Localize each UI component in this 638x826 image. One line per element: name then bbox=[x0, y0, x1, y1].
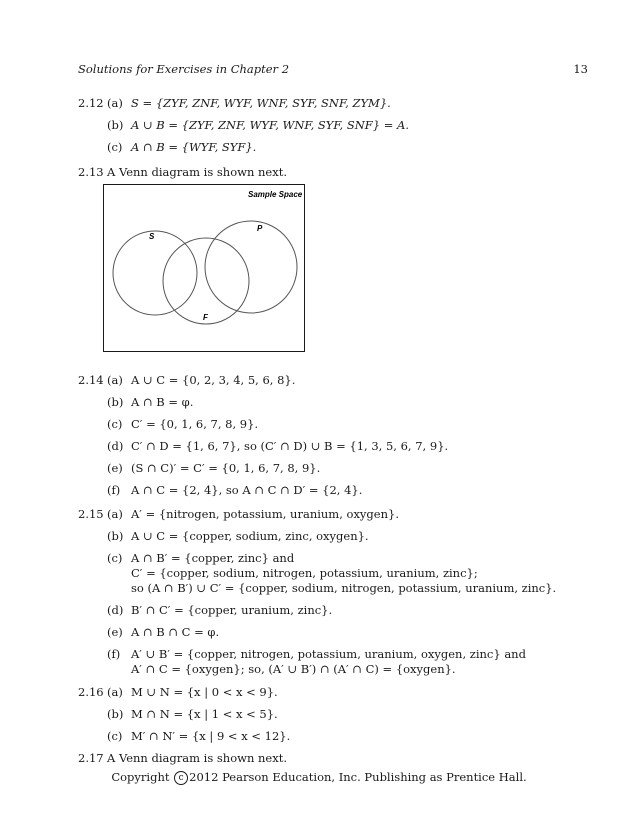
footer-text: 2012 Pearson Education, Inc. Publishing as Prentice Hall. bbox=[189, 770, 527, 784]
footer-copyright-word: Copyright bbox=[111, 770, 170, 784]
item-text: S = {ZYF, ZNF, WYF, WNF, SYF, SNF, ZYM}. bbox=[131, 96, 391, 110]
item-label: (d) bbox=[107, 439, 124, 453]
item-label: (e) bbox=[107, 625, 123, 639]
circle-f bbox=[163, 238, 249, 324]
exercise-number: 2.16 bbox=[78, 685, 104, 699]
exercise-text: A Venn diagram is shown next. bbox=[107, 751, 288, 765]
item-label: (b) bbox=[107, 707, 124, 721]
item-text: A′ = {nitrogen, potassium, uranium, oxygen}. bbox=[131, 507, 399, 521]
label-p: P bbox=[257, 224, 263, 233]
item-text: M ∩ N = {x | 1 < x < 5}. bbox=[131, 707, 278, 721]
page-number: 13 bbox=[573, 62, 588, 76]
item-text: A′ ∪ B′ = {copper, nitrogen, potassium, uranium, oxygen, zinc} and bbox=[131, 647, 526, 661]
item-text: C′ = {copper, sodium, nitrogen, potassium, uranium, zinc}; bbox=[131, 566, 478, 580]
exercise-text: A Venn diagram is shown next. bbox=[107, 165, 288, 179]
item-label: (b) bbox=[107, 529, 124, 543]
item-text: so (A ∩ B′) ∪ C′ = {copper, sodium, nitrogen, potassium, uranium, zinc}. bbox=[131, 581, 557, 595]
sample-space-label: Sample Space bbox=[248, 190, 303, 199]
item-text: A ∪ C = {0, 2, 3, 4, 5, 6, 8}. bbox=[131, 373, 296, 387]
item-text: A ∩ B = {WYF, SYF}. bbox=[131, 140, 257, 154]
item-label: (f) bbox=[107, 483, 121, 497]
page-header bbox=[78, 62, 588, 78]
label-s: S bbox=[149, 232, 155, 241]
running-title: Solutions for Exercises in Chapter 2 bbox=[78, 62, 290, 76]
item-label: (b) bbox=[107, 395, 124, 409]
item-text: A ∩ B′ = {copper, zinc} and bbox=[131, 551, 295, 565]
item-text: A ∩ B = φ. bbox=[131, 395, 194, 409]
item-label: (b) bbox=[107, 118, 124, 132]
item-label: (c) bbox=[107, 140, 123, 154]
label-f: F bbox=[203, 313, 208, 322]
item-label: (f) bbox=[107, 647, 121, 661]
exercise-number: 2.14 bbox=[78, 373, 104, 387]
item-label: (e) bbox=[107, 461, 123, 475]
item-label: (c) bbox=[107, 417, 123, 431]
item-text: C′ ∩ D = {1, 6, 7}, so (C′ ∩ D) ∪ B = {1, 3, 5, 6, 7, 9}. bbox=[131, 439, 449, 453]
item-text: M′ ∩ N′ = {x | 9 < x < 12}. bbox=[131, 729, 291, 743]
item-text: A ∩ B ∩ C = φ. bbox=[131, 625, 220, 639]
exercise-number: 2.17 bbox=[78, 751, 104, 765]
copyright-icon: c bbox=[174, 771, 188, 785]
venn-diagram bbox=[103, 184, 305, 352]
item-label: (d) bbox=[107, 603, 124, 617]
item-text: C′ = {0, 1, 6, 7, 8, 9}. bbox=[131, 417, 259, 431]
item-text: A ∪ B = {ZYF, ZNF, WYF, WNF, SYF, SNF} = A. bbox=[131, 118, 410, 132]
circle-p bbox=[205, 221, 297, 313]
item-text: (S ∩ C)′ = C′ = {0, 1, 6, 7, 8, 9}. bbox=[131, 461, 321, 475]
item-label: (a) bbox=[107, 373, 123, 387]
sample-space-box bbox=[104, 185, 305, 352]
exercise-number: 2.15 bbox=[78, 507, 104, 521]
page-footer bbox=[0, 770, 638, 785]
item-label: (a) bbox=[107, 507, 123, 521]
item-text: A ∪ C = {copper, sodium, zinc, oxygen}. bbox=[131, 529, 369, 543]
item-text: A ∩ C = {2, 4}, so A ∩ C ∩ D′ = {2, 4}. bbox=[131, 483, 363, 497]
item-label: (c) bbox=[107, 729, 123, 743]
item-text: A′ ∩ C = {oxygen}; so, (A′ ∪ B′) ∩ (A′ ∩ C) = {oxygen}. bbox=[131, 662, 456, 676]
item-text: M ∪ N = {x | 0 < x < 9}. bbox=[131, 685, 278, 699]
item-label: (a) bbox=[107, 685, 123, 699]
item-label: (c) bbox=[107, 551, 123, 565]
item-label: (a) bbox=[107, 96, 123, 110]
exercise-number: 2.12 bbox=[78, 96, 104, 110]
exercise-number: 2.13 bbox=[78, 165, 104, 179]
item-text: B′ ∩ C′ = {copper, uranium, zinc}. bbox=[131, 603, 333, 617]
